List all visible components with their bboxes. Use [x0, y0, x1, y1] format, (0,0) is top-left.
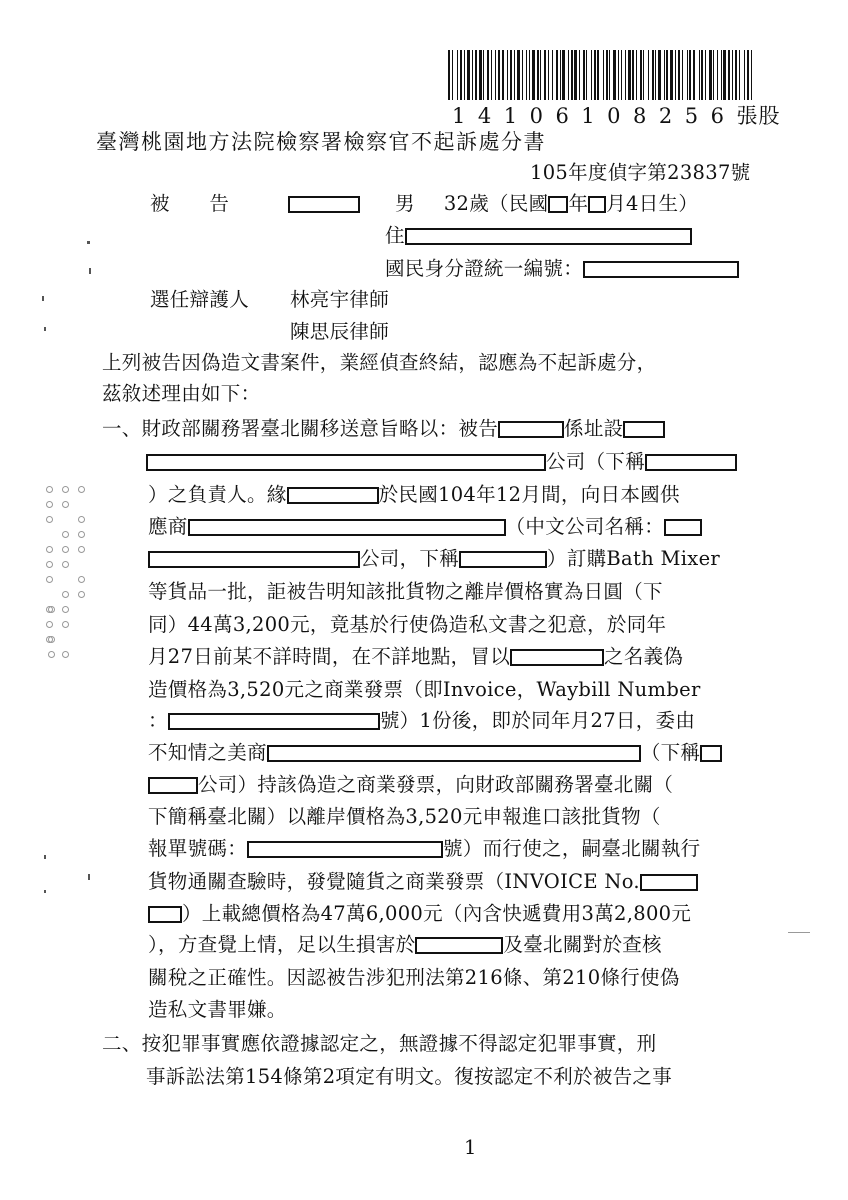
text-run: 公司）持該偽造之商業發票，向財政部關務署臺北關（: [198, 773, 674, 796]
redaction-box: [588, 196, 606, 213]
text-run: 報單號碼：: [148, 837, 248, 860]
barcode-bar: [548, 50, 549, 100]
barcode-bar: [655, 50, 656, 100]
scan-speck: [42, 296, 44, 301]
barcode-bar: [522, 50, 523, 100]
barcode-bar: [495, 50, 496, 100]
barcode-bar: [560, 50, 561, 100]
scan-dot: [46, 501, 53, 508]
section-1-line-12: [148, 772, 673, 798]
section-1-line-13: 下簡稱臺北關）以離岸價格為3,520元申報進口該批貨物（: [148, 805, 661, 828]
scan-dot: [46, 576, 53, 583]
barcode-bar: [705, 50, 706, 100]
barcode-bar: [751, 50, 752, 100]
barcode-bar: [579, 50, 580, 100]
section-1-line-11: [148, 740, 722, 766]
text-run: 應商: [148, 515, 188, 538]
scan-dot: [46, 561, 53, 568]
redaction-box: [548, 196, 568, 213]
section-2-marker: 二、: [102, 1032, 142, 1055]
barcode-bar: [632, 50, 634, 100]
barcode-bar: [552, 50, 553, 100]
barcode-bar: [562, 50, 565, 100]
barcode-bar: [652, 50, 654, 100]
text-run: ：: [148, 709, 168, 732]
barcode-bar: [568, 50, 569, 100]
barcode-bar: [713, 50, 714, 100]
birth-month-suffix: 月4日生）: [606, 192, 699, 215]
scan-dot: [62, 501, 69, 508]
text-run: 號）而行使之，嗣臺北關執行: [443, 837, 701, 860]
redaction-box: [583, 261, 739, 278]
scan-dot: [78, 591, 85, 598]
counsel-label: 選任辯護人: [150, 288, 250, 311]
id-label: 國民身分證統一編號：: [385, 257, 584, 280]
text-run: 於民國104年12月間，向日本國供: [378, 483, 680, 506]
section-1-line-5: [148, 546, 720, 572]
section-1-line-19: 造私文書罪嫌。: [148, 998, 287, 1021]
text-run: 月27日前某不詳時間，在不詳地點，冒以: [148, 645, 511, 668]
barcode-bar: [603, 50, 604, 100]
redaction-box: [188, 519, 506, 536]
barcode: [448, 50, 754, 100]
barcode-bar: [648, 50, 649, 100]
barcode-bar: [472, 50, 473, 100]
barcode-bar: [597, 50, 599, 100]
barcode-bar: [502, 50, 504, 100]
text-run: ）上載總價格為47萬6,000元（內含快遞費用3萬2,800元: [182, 902, 692, 925]
counsel-lawyer-2: 陳思辰律師: [290, 320, 390, 343]
section-1-marker: 一、: [102, 417, 142, 440]
barcode-bar: [452, 50, 453, 100]
barcode-bar: [571, 50, 573, 100]
barcode-bar: [678, 50, 680, 100]
id-row: [385, 256, 739, 282]
barcode-bar: [529, 50, 530, 100]
redaction-box: [148, 551, 360, 568]
redaction-box: [405, 228, 692, 245]
barcode-bar: [723, 50, 726, 100]
scan-dot: [62, 591, 69, 598]
redaction-box: [459, 551, 547, 568]
redaction-box: [148, 777, 198, 794]
scan-dot: [62, 651, 69, 658]
text-run: 按犯罪事實應依證據認定之，無證據不得認定犯罪事實，刑: [141, 1032, 657, 1055]
barcode-bar: [701, 50, 703, 100]
redaction-box: [247, 841, 443, 858]
scan-dot: [78, 576, 85, 583]
scan-dot: [62, 531, 69, 538]
redaction-box: [640, 874, 698, 891]
barcode-bar: [517, 50, 520, 100]
barcode-bar: [526, 50, 527, 100]
barcode-bar: [475, 50, 477, 100]
section-1-line-6: 等貨品一批，詎被告明知該批貨物之離岸價格實為日圓（下: [148, 580, 663, 603]
barcode-bar: [664, 50, 665, 100]
section-1-line-17: [148, 932, 662, 958]
barcode-bar: [739, 50, 740, 100]
redaction-box: [645, 454, 737, 471]
barcode-suffix: 張股: [736, 104, 781, 128]
text-run: 貨物通關查驗時，發覺隨貨之商業發票（INVOICE No.: [148, 870, 640, 893]
barcode-bar: [613, 50, 616, 100]
redaction-box: [288, 196, 360, 213]
barcode-bar: [643, 50, 644, 100]
scan-dot: [46, 486, 53, 493]
barcode-bar: [699, 50, 700, 100]
scan-dot: [46, 546, 53, 553]
section-1-line-14: [148, 836, 700, 862]
defendant-gender: 男: [395, 192, 415, 215]
barcode-bar: [464, 50, 465, 100]
section-1-line-18: 關稅之正確性。因認被告涉犯刑法第216條、第210條行使偽: [148, 966, 680, 989]
barcode-bar: [628, 50, 631, 100]
text-run: ）之負責人。緣: [148, 483, 287, 506]
section-1-line-8: [148, 644, 683, 670]
barcode-bar: [625, 50, 626, 100]
scan-speck: [788, 932, 810, 933]
barcode-bar: [537, 50, 539, 100]
barcode-bar: [735, 50, 737, 100]
section-1-line-4: [148, 514, 702, 540]
scan-speck: [44, 327, 46, 331]
text-run: 係址設: [564, 417, 624, 440]
birth-prefix: （民國: [489, 192, 549, 215]
redaction-box: [510, 649, 604, 666]
barcode-bar: [457, 50, 458, 100]
barcode-bar: [591, 50, 592, 100]
scan-dot: [46, 516, 53, 523]
scan-dot: [62, 546, 69, 553]
text-run: ）訂購Bath Mixer: [547, 547, 721, 570]
scan-dot: [78, 546, 85, 553]
barcode-bar: [583, 50, 585, 100]
redaction-box: [415, 937, 503, 954]
scan-dot: [78, 531, 85, 538]
text-run: 之名義偽: [604, 645, 684, 668]
barcode-bar: [636, 50, 637, 100]
barcode-bar: [682, 50, 683, 100]
text-run: 公司，下稱: [360, 547, 460, 570]
text-run: （中文公司名稱：: [505, 515, 665, 538]
barcode-bar: [621, 50, 622, 100]
barcode-bar: [687, 50, 688, 100]
redaction-box: [664, 519, 702, 536]
barcode-number: 14106108256: [452, 104, 737, 128]
barcode-bar: [721, 50, 722, 100]
defendant-age: 32歲: [443, 192, 490, 215]
barcode-bar: [732, 50, 733, 100]
section-1-line-16: [148, 901, 691, 927]
text-run: 及臺北關對於查核: [503, 933, 662, 956]
barcode-bar: [544, 50, 546, 100]
barcode-bar: [487, 50, 489, 100]
birth-year-suffix: 年: [568, 192, 589, 215]
barcode-bar: [728, 50, 730, 100]
barcode-bar: [640, 50, 642, 100]
barcode-bar: [606, 50, 608, 100]
barcode-bar: [514, 50, 515, 100]
redaction-box: [168, 713, 380, 730]
barcode-bar: [532, 50, 535, 100]
case-number: 105年度偵字第23837號: [530, 161, 751, 184]
barcode-bar: [483, 50, 484, 100]
section-1-line-10: [148, 708, 695, 734]
barcode-bar: [507, 50, 508, 100]
scan-speck: [88, 874, 90, 880]
defendant-row: [288, 191, 698, 217]
barcode-bar: [556, 50, 558, 100]
scan-dot: [78, 516, 85, 523]
redaction-box: [146, 454, 546, 471]
section-2-line-1: [102, 1031, 656, 1057]
barcode-bar: [666, 50, 668, 100]
scan-speck: [44, 890, 46, 893]
section-1-line-2: [146, 449, 737, 475]
section-2-line-2: 事訴訟法第154條第2項定有明文。復按認定不利於被告之事: [146, 1065, 673, 1088]
barcode-bar: [479, 50, 482, 100]
barcode-bar: [609, 50, 610, 100]
section-1-line-3: [148, 482, 680, 508]
barcode-bar: [574, 50, 577, 100]
scan-dot: [62, 561, 69, 568]
address-row: [385, 223, 692, 249]
scan-dot: [62, 486, 69, 493]
barcode-bar: [618, 50, 619, 100]
scan-dot: [62, 606, 69, 613]
redaction-box: [148, 906, 182, 923]
scan-dot: [46, 621, 53, 628]
barcode-bar: [491, 50, 492, 100]
barcode-bar: [675, 50, 676, 100]
scan-dot: [48, 651, 55, 658]
scan-dot: [48, 636, 55, 643]
section-1-line-15: [148, 869, 698, 895]
text-run: 財政部關務署臺北關移送意旨略以：被告: [141, 417, 499, 440]
barcode-bar: [540, 50, 541, 100]
barcode-bar: [467, 50, 470, 100]
barcode-bar: [747, 50, 749, 100]
redaction-box: [700, 745, 722, 762]
page-number: 1: [464, 1136, 477, 1159]
barcode-bar: [744, 50, 745, 100]
barcode-bar: [510, 50, 512, 100]
intro-line-2: 茲敘述理由如下：: [102, 382, 261, 405]
scan-dot: [48, 606, 55, 613]
text-run: 公司（下稱: [546, 450, 646, 473]
scan-dot: [62, 621, 69, 628]
scan-speck: [44, 855, 46, 859]
barcode-bar: [693, 50, 695, 100]
intro-line-1: 上列被告因偽造文書案件，業經偵查終結，認應為不起訴處分，: [102, 351, 657, 374]
text-run: 不知情之美商: [148, 741, 267, 764]
redaction-box: [287, 487, 379, 504]
barcode-bar: [448, 50, 450, 100]
text-run: （下稱: [640, 741, 701, 764]
barcode-bar: [594, 50, 596, 100]
section-1-line-9: 造價格為3,520元之商業發票（即Invoice，Waybill Number: [148, 678, 701, 701]
document-title: 臺灣桃園地方法院檢察署檢察官不起訴處分書: [96, 130, 546, 154]
scan-dot: [78, 486, 85, 493]
counsel-lawyer-1: 林亮宇律師: [290, 288, 390, 311]
redaction-box: [267, 745, 641, 762]
section-1-line-1: [102, 416, 665, 442]
redaction-box: [498, 421, 564, 438]
barcode-bar: [498, 50, 500, 100]
barcode-bar: [670, 50, 673, 100]
defendant-label: 被 告: [150, 192, 230, 215]
redaction-box: [623, 421, 665, 438]
scan-speck: [87, 241, 90, 244]
address-label: 住: [385, 224, 405, 247]
barcode-bar: [717, 50, 718, 100]
barcode-bar: [689, 50, 691, 100]
barcode-bar: [586, 50, 587, 100]
barcode-bar: [460, 50, 462, 100]
scan-speck: [89, 268, 91, 274]
barcode-bar: [709, 50, 712, 100]
barcode-bar: [658, 50, 661, 100]
text-run: 號）1份後，即於同年月27日，委由: [379, 709, 696, 732]
text-run: ），方查覺上情，足以生損害於: [148, 933, 416, 956]
section-1-line-7: 同）44萬3,200元，竟基於行使偽造私文書之犯意，於同年: [148, 613, 667, 636]
